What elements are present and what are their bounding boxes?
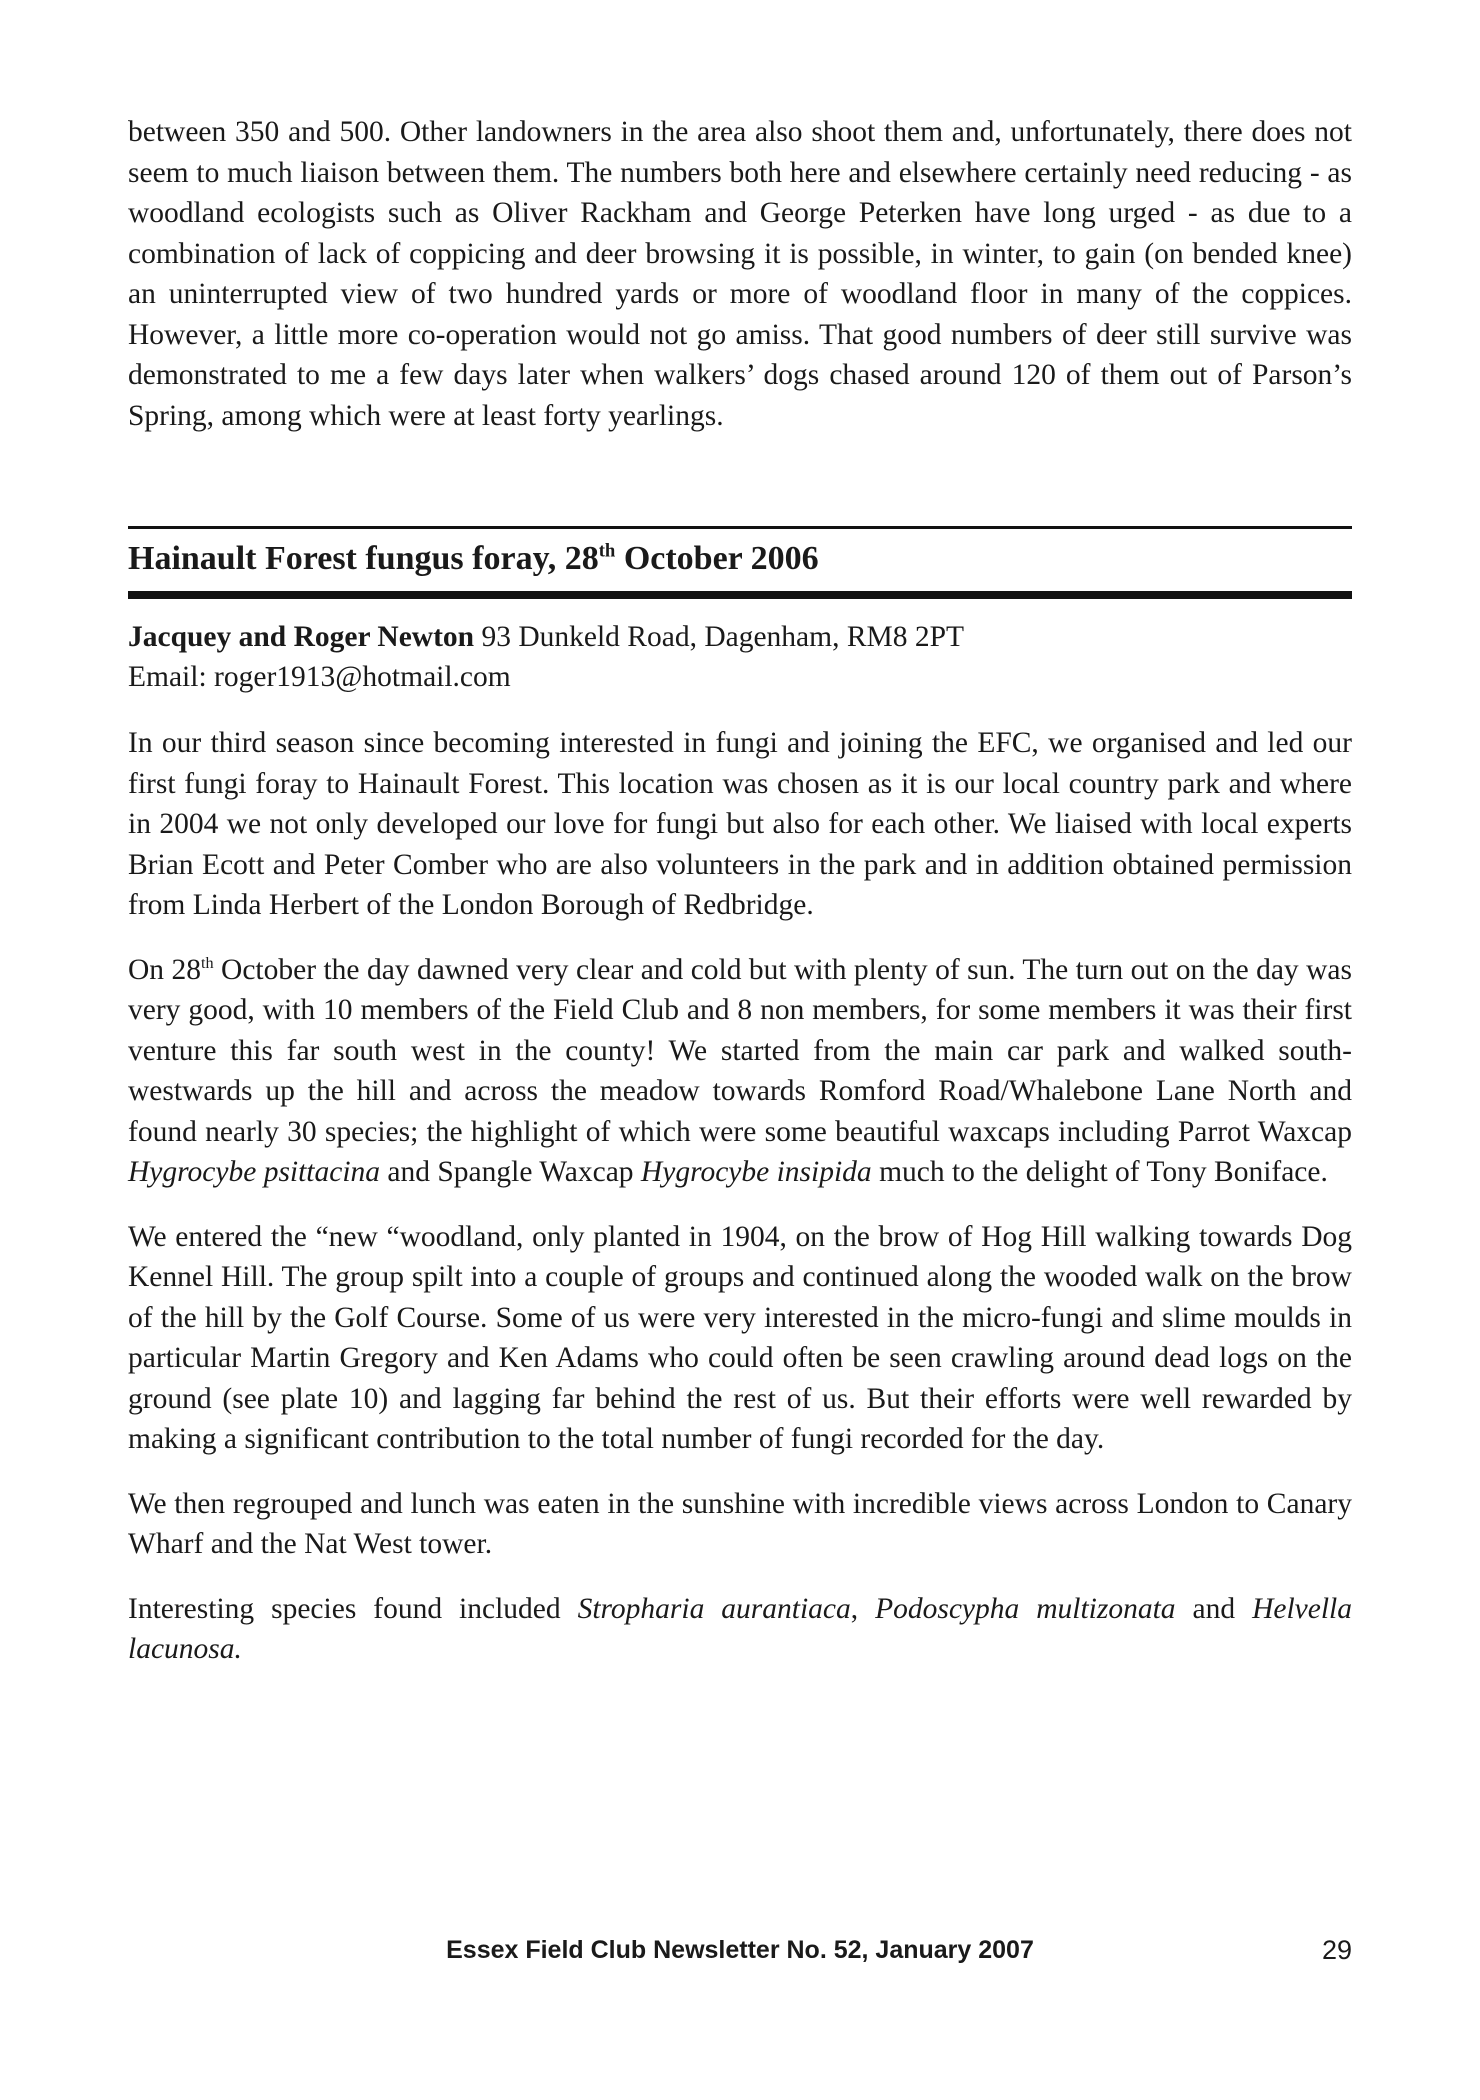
author-block — [128, 617, 1352, 697]
page-body — [128, 112, 1352, 1670]
heading-top-rule — [128, 526, 1352, 529]
article-paragraph-5: Interesting species found included Stropharia aurantiaca, Podoscypha multizonata and Helvella lacunosa. — [128, 1592, 1353, 1665]
article-paragraph-1: In our third season since becoming interested in fungi and joining the EFC, we organised and led our first fungi foray to Hainault Forest. This location was chosen as it is our local country park and where in 2004 we not only developed our love for fungi but also for each other. We liaised with local experts Brian Ecott and Peter Comber who are also volunteers in the park and in addition obtained permission from Linda Herbert of the London Borough of Redbridge. — [128, 727, 1352, 921]
page-number: 29 — [1321, 1935, 1352, 1965]
article-paragraph-3: We entered the “new “woodland, only planted in 1904, on the brow of Hog Hill walking towards Dog Kennel Hill. The group spilt into a couple of groups and continued along the wooded walk on the brow of the hill by the Golf Course. Some of us were very interested in the micro-fungi and slime moulds in particular Martin Gregory and Ken Adams who could often be seen crawling around dead logs on the ground (see plate 10) and lagging far behind the rest of us. But their efforts were well rewarded by making a significant contribution to the total number of fungi recorded for the day. — [128, 1220, 1352, 1455]
page-footer — [128, 1930, 1352, 1970]
author-names: Jacquey and Roger Newton — [128, 621, 475, 653]
author-address: 93 Dunkeld Road, Dagenham, RM8 2PT — [474, 621, 965, 653]
footer-title: Essex Field Club Newsletter No. 52, January 2007 — [446, 1936, 1034, 1964]
article-paragraph-4: We then regrouped and lunch was eaten in the sunshine with incredible views across London to Canary Wharf and the Nat West tower. — [128, 1487, 1352, 1560]
species-name: Hygrocybe insipida — [640, 1156, 872, 1188]
article-title: Hainault Forest fungus foray, 28th October 2006 — [128, 540, 819, 577]
article-paragraph-2: On 28th October the day dawned very clear and cold but with plenty of sun. The turn out on the day was very good, with 10 members of the Field Club and 8 non members, for some members it was their first venture this far south west in the county! We started from the main car park and walked south-westwards up the hill and across the meadow towards Romford Road/Whalebone Lane North and found nearly 30 species; the highlight of which were some beautiful waxcaps including Parrot Waxcap Hygrocybe psittacina and Spangle Waxcap Hygrocybe insipida much to the delight of Tony Boniface. — [128, 953, 1352, 1188]
species-name: Hygrocybe psittacina — [128, 1156, 381, 1188]
author-email: Email: roger1913@hotmail.com — [128, 661, 511, 693]
species-name: Stropharia aurantiaca — [577, 1592, 851, 1625]
species-name: Helvella lacunosa. — [128, 1592, 1353, 1665]
continued-paragraph: between 350 and 500. Other landowners in the area also shoot them and, unfortunately, there does not seem to much liaison between them. The numbers both here and elsewhere certainly need reducing - as woodland ecologists such as Oliver Rackham and George Peterken have long urged - as due to a combination of lack of coppicing and deer browsing it is possible, in winter, to gain (on bended knee) an uninterrupted view of two hundred yards or more of woodland floor in many of the coppices. However, a little more co-operation would not go amiss. That good numbers of deer still survive was demonstrated to me a few days later when walkers’ dogs chased around 120 of them out of Parson’s Spring, among which were at least forty yearlings. — [128, 116, 1352, 432]
section-spacer — [128, 436, 1352, 526]
heading-bottom-rule — [128, 591, 1352, 599]
species-name: Podoscypha multizonata — [875, 1592, 1176, 1625]
author-line — [128, 617, 1352, 657]
